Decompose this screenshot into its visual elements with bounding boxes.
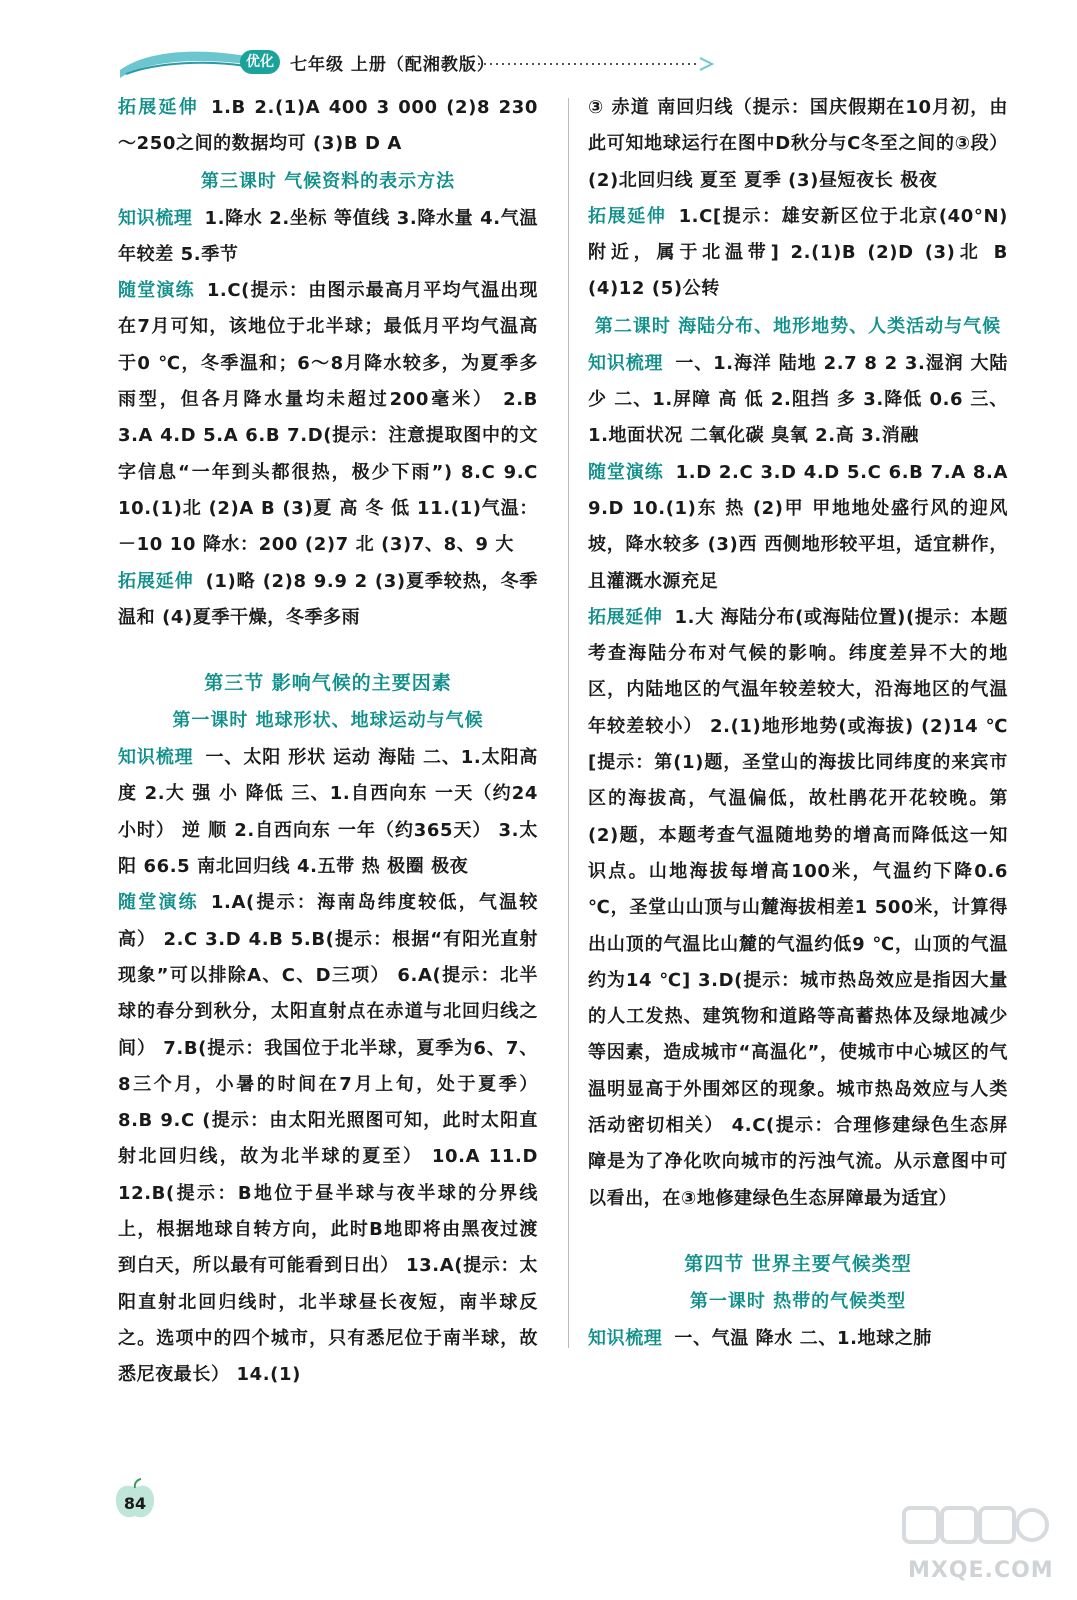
section-title: 第四节 世界主要气候类型 [684,1252,912,1275]
extension-answers: 拓展延伸 1.C[提示：雄安新区位于北京(40°N)附近，属于北温带] 2.(1)B (2)D (3)北 B (4)12 (5)公转 [588,205,1008,300]
watermark-logo-icon [900,1498,1050,1558]
label-extension: 拓展延伸 [118,97,199,118]
lesson-title: 第三课时 气候资料的表示方法 [200,170,456,192]
page-number-text: 84 [123,1494,147,1513]
practice-answers: 随堂演练 1.A(提示：海南岛纬度较低，气温较高） 2.C 3.D 4.B 5.B(提示：根据“有阳光直射现象”可以排除A、C、D三项） 6.A(提示：北半球的春分到秋分，太阳直射点在赤道与北回归线之间） 7.B(提示：我国位于北半球，夏季为6、7、8三个月，小暑的时间在7月上旬，处于夏季） 8.B 9.C (提示：由太阳光照图可知，此时太阳直射北回归线，故为北半球的夏至） 10.A 11.D 12.B(提示：B地位于昼半球与夜半球的分界线上，根据地球自转方向，此时B地即将由黑夜过渡到白天，所以最有可能看到日出） 13.A(提示：太阳直射北回归线时，北半球昼长夜短，南半球反之。选项中的四个城市，只有悉尼位于南半球，故悉尼夜最长） 14.(1) [118,892,538,1386]
lesson-title: 第一课时 地球形状、地球运动与气候 [172,710,484,732]
label-practice: 随堂演练 [118,280,195,302]
practice-answers: 随堂演练 1.D 2.C 3.D 4.D 5.C 6.B 7.A 8.A 9.D 10.(1)东 热 (2)甲 甲地地处盛行风的迎风坡，降水较多 (3)西 西侧地形较平坦，适宜耕作，且灌溉水源充足 [588,461,1008,592]
header-badge: 优化 [240,50,280,74]
section-title: 第三节 影响气候的主要因素 [204,672,452,695]
extension-answers: 拓展延伸 1.大 海陆分布(或海陆位置)(提示：本题考查海陆分布对气候的影响。纬度差异不大的地区，内陆地区的气温年较差较大，沿海地区的气温年较差较小） 2.(1)地形地势(或海拔) (2)14 ℃[提示：第(1)题，圣堂山的海拔比同纬度的来宾市区的海拔高，气温偏低，故杜鹃花开花较晚。第(2)题，本题考查气温随地势的增高而降低这一知识点。山地海拔每增高100米，气温约下降0.6 ℃，圣堂山山顶与山麓海拔相差1 500米，计算得出山顶的气温比山麓的气温约低9 ℃，山顶的气温约为14 ℃] 3.D(提示：城市热岛效应是指因大量的人工发热、建筑物和道路等高蓄热体及绿地减少等因素，造成城市“高温化”，使城市中心城区的气温明显高于外围郊区的现象。城市热岛效应与人类活动密切相关） 4.C(提示：合理修建绿色生态屏障是为了净化吹向城市的污浊气流。从示意图中可以看出，在③地修建绿色生态屏障最为适宜） [588,606,1008,1209]
header-title: 七年级 上册（配湘教版） [290,55,495,75]
knowledge-answers: 知识梳理 一、1.海洋 陆地 2.7 8 2 3.湿润 大陆 少 二、1.屏障 高 低 2.阻挡 多 3.降低 0.6 三、1.地面状况 二氧化碳 臭氧 2.高 3.消融 [588,352,1008,447]
label-practice: 随堂演练 [588,461,664,483]
knowledge-answers: 知识梳理 一、太阳 形状 运动 海陆 二、1.太阳高度 2.大 强 小 降低 三、1.自西向东 一天（约24小时） 逆 顺 2.自西向东 一年（约365天） 3.太阳 66.5 南北回归线 4.五带 热 极圈 极夜 [118,747,538,878]
apple-icon [112,1478,158,1522]
label-knowledge: 知识梳理 [588,352,664,374]
page-number [112,1478,158,1526]
label-knowledge: 知识梳理 [118,207,193,229]
label-knowledge: 知识梳理 [588,1327,663,1349]
practice-answers: 随堂演练 1.C(提示：由图示最高月平均气温出现在7月可知，该地位于北半球；最低月平均气温高于0 ℃，冬季温和；6～8月降水较多，为夏季多雨型，但各月降水量均未超过200毫米） 2.B 3.A 4.D 5.A 6.B 7.D(提示：注意提取图中的文字信息“一年到头都很热，极少下雨”) 8.C 9.C 10.(1)北 (2)A B (3)夏 高 冬 低 11.(1)气温：－10 10 降水：200 (2)7 北 (3)7、8、9 大 [118,280,539,556]
label-practice: 随堂演练 [118,892,199,914]
right-column [588,90,1008,1357]
knowledge-answers: 知识梳理 一、气温 降水 二、1.地球之肺 [588,1327,932,1349]
left-column [118,90,538,1394]
header-dotted-arrow [478,54,718,74]
label-extension: 拓展延伸 [588,606,663,628]
page-header [0,0,1077,90]
header-swoosh-decoration [118,44,248,84]
knowledge-answers: 知识梳理 1.降水 2.坐标 等值线 3.降水量 4.气温年较差 5.季节 [118,207,539,265]
extension-answers: 拓展延伸 (1)略 (2)8 9.9 2 (3)夏季较热，冬季温和 (4)夏季干燥，冬季多雨 [118,570,538,628]
lesson-title: 第一课时 热带的气候类型 [689,1290,907,1312]
watermark-text: MXQE.COM [908,1558,1054,1583]
column-divider [568,98,569,1348]
label-extension: 拓展延伸 [588,205,667,227]
continued-answers: ③ 赤道 南回归线（提示：国庆假期在10月初，由此可知地球运行在图中D秋分与C冬至之间的③段） (2)北回归线 夏至 夏季 (3)昼短夜长 极夜 [588,97,1008,191]
lesson-title: 第二课时 海陆分布、地形地势、人类活动与气候 [594,315,1002,337]
label-extension: 拓展延伸 [118,570,194,592]
label-knowledge: 知识梳理 [118,747,194,769]
extension-answers: 拓展延伸 1.B 2.(1)A 400 3 000 (2)8 230～250之间的数据均可 (3)B D A [118,97,538,155]
